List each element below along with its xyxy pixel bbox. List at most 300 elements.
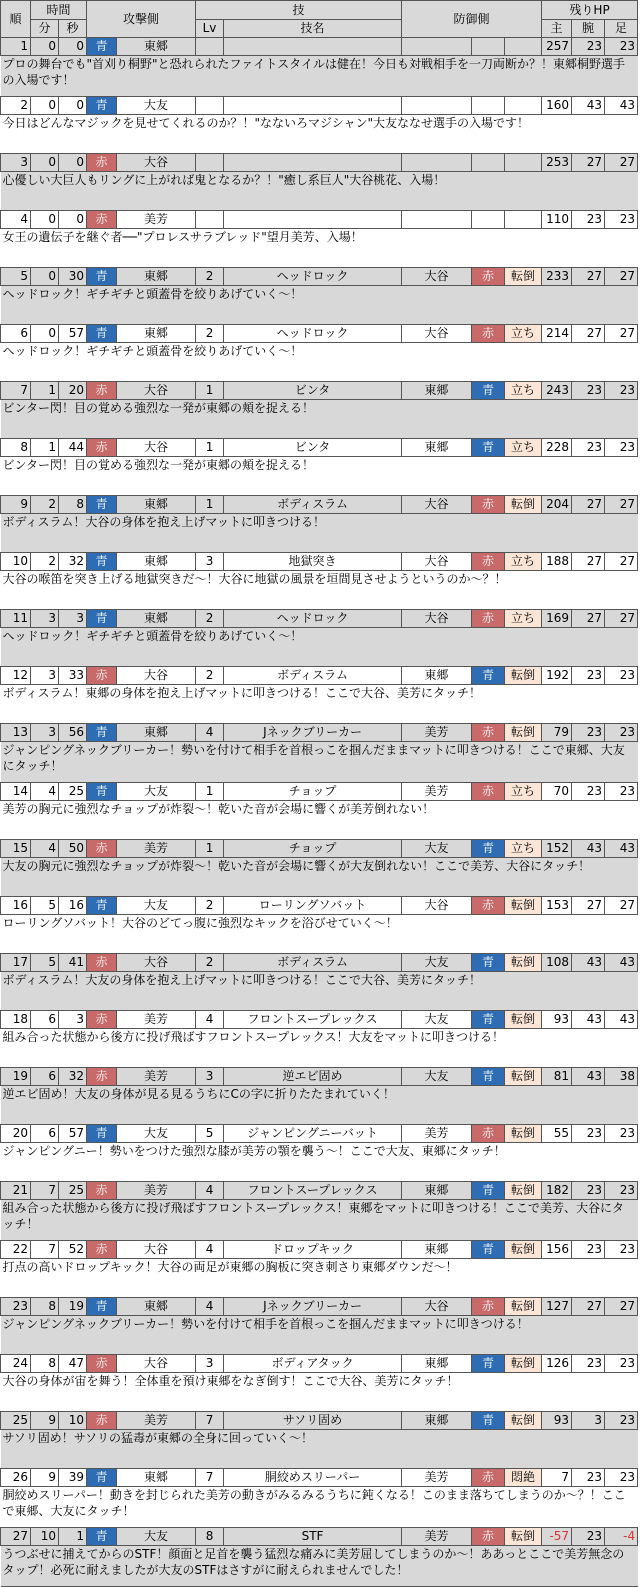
attacker-team-badge: 赤 [87, 1182, 117, 1200]
attacker-name: 大友 [117, 897, 196, 915]
attacker-team-badge: 青 [87, 1298, 117, 1316]
commentary-text: ボディスラム！大友の身体を抱え上げマットに叩きつける！ここで大谷、美芳にタッチ！ [1, 972, 638, 1011]
attacker-name: 美芳 [117, 840, 196, 858]
second-cell: 25 [59, 1182, 87, 1200]
defender-name: 大友 [402, 1068, 472, 1086]
commentary-text: 組み合った状態から後方に投げ飛ばすフロントスープレックス！東郷をマットに叩きつける！ここで美芳、大谷にタッチ！ [1, 1200, 638, 1241]
move-level: 7 [196, 1412, 224, 1430]
minute-cell: 3 [31, 724, 59, 742]
commentary-text: ビンター閃！目の覚める強烈な一発が東郷の頬を捉える！ [1, 457, 638, 496]
attacker-name: 東郷 [117, 553, 196, 571]
commentary-text: 今日はどんなマジックを見せてくれるのか？！"なないろマジシャン"大友ななせ選手の入場です！ [1, 115, 638, 154]
defender-team-badge: 青 [472, 667, 505, 685]
defender-status: 立ち [505, 840, 542, 858]
defender-name: 大谷 [402, 897, 472, 915]
defender-status: 転倒 [505, 1125, 542, 1143]
move-name: フロントスープレックス [224, 1011, 402, 1029]
hp-arm: 27 [572, 610, 605, 628]
order-cell: 24 [1, 1355, 31, 1373]
defender-name: 大谷 [402, 610, 472, 628]
hp-arm: 27 [572, 325, 605, 343]
defender-team-badge: 赤 [472, 610, 505, 628]
hp-leg: 43 [605, 954, 638, 972]
hp-main: 160 [542, 97, 572, 115]
hp-leg: 23 [605, 1182, 638, 1200]
hp-leg: 23 [605, 38, 638, 56]
defender-team-badge: 青 [472, 1182, 505, 1200]
table-row [1, 1011, 638, 1029]
attacker-team-badge: 赤 [87, 1068, 117, 1086]
hp-main: 70 [542, 783, 572, 801]
defender-status [505, 97, 542, 115]
second-cell: 0 [59, 154, 87, 172]
commentary-text: ローリングソバット！大谷のどてっ腹に強烈なキックを浴びせていく～！ [1, 915, 638, 954]
attacker-team-badge: 赤 [87, 439, 117, 457]
defender-status [505, 154, 542, 172]
move-level: 4 [196, 1298, 224, 1316]
hp-main: 81 [542, 1068, 572, 1086]
header-time: 時間 [31, 1, 87, 20]
defender-name: 東郷 [402, 1355, 472, 1373]
hp-leg: 43 [605, 97, 638, 115]
move-level: 4 [196, 1182, 224, 1200]
defender-team-badge [472, 97, 505, 115]
defender-name [402, 154, 472, 172]
move-level [196, 211, 224, 229]
order-cell: 18 [1, 1011, 31, 1029]
comment-row [1, 972, 638, 1011]
attacker-name: 大谷 [117, 382, 196, 400]
comment-row [1, 1430, 638, 1469]
attacker-name: 大谷 [117, 1355, 196, 1373]
comment-row [1, 1029, 638, 1068]
minute-cell: 9 [31, 1412, 59, 1430]
defender-status: 転倒 [505, 1528, 542, 1546]
minute-cell: 7 [31, 1182, 59, 1200]
order-cell: 3 [1, 154, 31, 172]
order-cell: 20 [1, 1125, 31, 1143]
hp-main: 110 [542, 211, 572, 229]
defender-status: 転倒 [505, 1298, 542, 1316]
hp-arm: 23 [572, 1355, 605, 1373]
move-name: ビンタ [224, 382, 402, 400]
order-cell: 1 [1, 38, 31, 56]
move-level: 1 [196, 382, 224, 400]
comment-row [1, 1143, 638, 1182]
header-hp-leg: 足 [605, 20, 638, 38]
hp-main: 192 [542, 667, 572, 685]
hp-leg: 23 [605, 667, 638, 685]
defender-name: 東郷 [402, 382, 472, 400]
move-level: 4 [196, 1011, 224, 1029]
comment-row [1, 571, 638, 610]
hp-arm: 43 [572, 97, 605, 115]
hp-arm: 27 [572, 897, 605, 915]
move-level: 2 [196, 610, 224, 628]
hp-arm: 27 [572, 496, 605, 514]
move-name: ボディスラム [224, 667, 402, 685]
hp-main: 55 [542, 1125, 572, 1143]
table-row [1, 1355, 638, 1373]
defender-name [402, 38, 472, 56]
comment-row [1, 400, 638, 439]
move-name [224, 211, 402, 229]
commentary-text: 逆エビ固め！大友の身体が見る見るうちにCの字に折りたたまれていく！ [1, 1086, 638, 1125]
minute-cell: 3 [31, 667, 59, 685]
move-name: ボディアタック [224, 1355, 402, 1373]
attacker-team-badge: 青 [87, 268, 117, 286]
defender-status: 転倒 [505, 954, 542, 972]
second-cell: 56 [59, 724, 87, 742]
table-row [1, 1469, 638, 1487]
second-cell: 32 [59, 1068, 87, 1086]
comment-row [1, 457, 638, 496]
defender-name: 東郷 [402, 439, 472, 457]
comment-row [1, 1316, 638, 1355]
table-row [1, 268, 638, 286]
minute-cell: 0 [31, 154, 59, 172]
defender-team-badge: 赤 [472, 1469, 505, 1487]
attacker-team-badge: 青 [87, 1528, 117, 1546]
attacker-name: 美芳 [117, 211, 196, 229]
defender-status [505, 211, 542, 229]
second-cell: 3 [59, 610, 87, 628]
minute-cell: 3 [31, 610, 59, 628]
table-row [1, 897, 638, 915]
second-cell: 3 [59, 1011, 87, 1029]
move-level: 4 [196, 724, 224, 742]
table-row [1, 38, 638, 56]
hp-arm: 23 [572, 1182, 605, 1200]
attacker-team-badge: 赤 [87, 667, 117, 685]
hp-main: 182 [542, 1182, 572, 1200]
defender-team-badge: 赤 [472, 268, 505, 286]
defender-name: 大谷 [402, 268, 472, 286]
attacker-name: 東郷 [117, 1469, 196, 1487]
comment-row [1, 229, 638, 268]
defender-team-badge: 赤 [472, 897, 505, 915]
header-hp-main: 主 [542, 20, 572, 38]
hp-arm: 23 [572, 1528, 605, 1546]
minute-cell: 8 [31, 1355, 59, 1373]
hp-arm: 23 [572, 382, 605, 400]
comment-row [1, 915, 638, 954]
attacker-team-badge: 青 [87, 897, 117, 915]
header-level: Lv [196, 20, 224, 38]
hp-leg: 23 [605, 1241, 638, 1259]
hp-main: 93 [542, 1011, 572, 1029]
move-level: 2 [196, 325, 224, 343]
attacker-team-badge: 赤 [87, 1355, 117, 1373]
defender-team-badge: 赤 [472, 1528, 505, 1546]
table-row [1, 325, 638, 343]
hp-main: 169 [542, 610, 572, 628]
table-row [1, 97, 638, 115]
attacker-name: 東郷 [117, 325, 196, 343]
minute-cell: 9 [31, 1469, 59, 1487]
hp-main: 257 [542, 38, 572, 56]
comment-row [1, 172, 638, 211]
hp-main: 127 [542, 1298, 572, 1316]
attacker-name: 東郷 [117, 724, 196, 742]
attacker-name: 大友 [117, 97, 196, 115]
attacker-team-badge: 赤 [87, 382, 117, 400]
order-cell: 21 [1, 1182, 31, 1200]
move-name: サソリ固め [224, 1412, 402, 1430]
attacker-team-badge: 青 [87, 724, 117, 742]
move-name: 胴絞めスリーパー [224, 1469, 402, 1487]
hp-main: 214 [542, 325, 572, 343]
hp-leg: 23 [605, 783, 638, 801]
defender-status: 転倒 [505, 496, 542, 514]
attacker-team-badge: 赤 [87, 211, 117, 229]
comment-row [1, 685, 638, 724]
minute-cell: 4 [31, 783, 59, 801]
second-cell: 52 [59, 1241, 87, 1259]
hp-arm: 23 [572, 1241, 605, 1259]
order-cell: 14 [1, 783, 31, 801]
defender-team-badge [472, 211, 505, 229]
minute-cell: 6 [31, 1125, 59, 1143]
defender-status: 立ち [505, 553, 542, 571]
second-cell: 0 [59, 38, 87, 56]
minute-cell: 1 [31, 382, 59, 400]
order-cell: 19 [1, 1068, 31, 1086]
attacker-name: 東郷 [117, 610, 196, 628]
order-cell: 22 [1, 1241, 31, 1259]
move-level: 5 [196, 1125, 224, 1143]
hp-main: 228 [542, 439, 572, 457]
second-cell: 19 [59, 1298, 87, 1316]
hp-arm: 23 [572, 1125, 605, 1143]
table-row [1, 439, 638, 457]
order-cell: 12 [1, 667, 31, 685]
table-row [1, 1298, 638, 1316]
move-name: 地獄突き [224, 553, 402, 571]
minute-cell: 5 [31, 897, 59, 915]
move-level [196, 154, 224, 172]
commentary-text: 大友の胸元に強烈なチョップが炸裂～！乾いた音が会場に響くが大友倒れない！ここで美芳、大谷にタッチ！ [1, 858, 638, 897]
defender-status [505, 38, 542, 56]
move-level: 2 [196, 667, 224, 685]
commentary-text: 女王の遺伝子を継ぐ者──"プロレスサラブレッド"望月美芳、入場！ [1, 229, 638, 268]
comment-row [1, 1546, 638, 1587]
header-hp: 残りHP [542, 1, 638, 20]
defender-team-badge [472, 154, 505, 172]
order-cell: 16 [1, 897, 31, 915]
defender-status: 転倒 [505, 1355, 542, 1373]
second-cell: 30 [59, 268, 87, 286]
order-cell: 23 [1, 1298, 31, 1316]
attacker-team-badge: 青 [87, 496, 117, 514]
table-row [1, 211, 638, 229]
minute-cell: 6 [31, 1068, 59, 1086]
minute-cell: 4 [31, 840, 59, 858]
hp-main: -57 [542, 1528, 572, 1546]
defender-status: 転倒 [505, 1182, 542, 1200]
defender-name: 東郷 [402, 1182, 472, 1200]
table-header-row-1 [1, 1, 638, 20]
order-cell: 15 [1, 840, 31, 858]
second-cell: 0 [59, 97, 87, 115]
move-name: 逆エビ固め [224, 1068, 402, 1086]
order-cell: 10 [1, 553, 31, 571]
hp-leg: 23 [605, 1125, 638, 1143]
hp-leg: 23 [605, 382, 638, 400]
header-move-name: 技名 [224, 20, 402, 38]
minute-cell: 5 [31, 954, 59, 972]
order-cell: 13 [1, 724, 31, 742]
hp-arm: 23 [572, 38, 605, 56]
move-level [196, 38, 224, 56]
commentary-text: ジャンピングネックブリーカー！勢いを付けて相手を首根っこを掴んだままマットに叩きつける！ [1, 1316, 638, 1355]
move-level: 2 [196, 268, 224, 286]
hp-main: 188 [542, 553, 572, 571]
commentary-text: 美芳の胸元に強烈なチョップが炸裂～！乾いた音が会場に響くが美芳倒れない！ [1, 801, 638, 840]
attacker-team-badge: 青 [87, 325, 117, 343]
move-name [224, 38, 402, 56]
header-hp-arm: 腕 [572, 20, 605, 38]
defender-team-badge: 青 [472, 1068, 505, 1086]
comment-row [1, 858, 638, 897]
commentary-text: ボディスラム！東郷の身体を抱え上げマットに叩きつける！ここで大谷、美芳にタッチ！ [1, 685, 638, 724]
defender-status: 立ち [505, 382, 542, 400]
minute-cell: 10 [31, 1528, 59, 1546]
move-name: Jネックブリーカー [224, 1298, 402, 1316]
defender-team-badge: 赤 [472, 325, 505, 343]
header-move: 技 [196, 1, 402, 20]
commentary-text: 大谷の喉笛を突き上げる地獄突きだ～！大谷に地獄の風景を垣間見させようというのか～？！ [1, 571, 638, 610]
attacker-team-badge: 青 [87, 1125, 117, 1143]
hp-leg: 27 [605, 610, 638, 628]
hp-leg: 27 [605, 154, 638, 172]
attacker-team-badge: 青 [87, 783, 117, 801]
attacker-name: 美芳 [117, 1068, 196, 1086]
minute-cell: 0 [31, 268, 59, 286]
hp-leg: 27 [605, 496, 638, 514]
defender-team-badge: 青 [472, 1011, 505, 1029]
defender-team-badge: 赤 [472, 783, 505, 801]
table-row [1, 610, 638, 628]
comment-row [1, 286, 638, 325]
defender-team-badge: 赤 [472, 1125, 505, 1143]
match-log-body [1, 38, 638, 1587]
header-attacker: 攻撃側 [87, 1, 196, 38]
defender-name: 東郷 [402, 667, 472, 685]
hp-arm: 27 [572, 1298, 605, 1316]
defender-status: 悶絶 [505, 1469, 542, 1487]
move-name: STF [224, 1528, 402, 1546]
defender-name: 美芳 [402, 1528, 472, 1546]
defender-status: 転倒 [505, 897, 542, 915]
attacker-team-badge: 赤 [87, 154, 117, 172]
attacker-name: 東郷 [117, 268, 196, 286]
comment-row [1, 343, 638, 382]
comment-row [1, 56, 638, 97]
defender-status: 立ち [505, 439, 542, 457]
hp-arm: 23 [572, 211, 605, 229]
header-minute: 分 [31, 20, 59, 38]
table-row [1, 553, 638, 571]
second-cell: 41 [59, 954, 87, 972]
defender-team-badge: 赤 [472, 553, 505, 571]
defender-status: 転倒 [505, 667, 542, 685]
defender-team-badge: 青 [472, 840, 505, 858]
hp-leg: -4 [605, 1528, 638, 1546]
move-level: 2 [196, 954, 224, 972]
hp-main: 204 [542, 496, 572, 514]
second-cell: 1 [59, 1528, 87, 1546]
table-row [1, 1125, 638, 1143]
defender-name: 美芳 [402, 1125, 472, 1143]
move-level: 1 [196, 439, 224, 457]
defender-status: 転倒 [505, 1011, 542, 1029]
hp-arm: 23 [572, 783, 605, 801]
table-row [1, 1241, 638, 1259]
defender-name: 大谷 [402, 1298, 472, 1316]
attacker-team-badge: 赤 [87, 954, 117, 972]
hp-arm: 23 [572, 439, 605, 457]
move-level: 3 [196, 1068, 224, 1086]
move-level [196, 97, 224, 115]
attacker-name: 美芳 [117, 1412, 196, 1430]
attacker-name: 東郷 [117, 496, 196, 514]
hp-main: 233 [542, 268, 572, 286]
order-cell: 6 [1, 325, 31, 343]
table-row [1, 1528, 638, 1546]
hp-leg: 43 [605, 1011, 638, 1029]
order-cell: 5 [1, 268, 31, 286]
attacker-name: 美芳 [117, 1182, 196, 1200]
hp-main: 108 [542, 954, 572, 972]
second-cell: 57 [59, 325, 87, 343]
second-cell: 25 [59, 783, 87, 801]
comment-row [1, 514, 638, 553]
defender-team-badge: 青 [472, 1241, 505, 1259]
commentary-text: ジャンピングネックブリーカー！勢いを付けて相手を首根っこを掴んだままマットに叩きつける！ここで東郷、大友にタッチ！ [1, 742, 638, 783]
hp-main: 253 [542, 154, 572, 172]
header-defender: 防御側 [402, 1, 542, 38]
hp-leg: 27 [605, 268, 638, 286]
defender-name: 大友 [402, 954, 472, 972]
second-cell: 50 [59, 840, 87, 858]
commentary-text: 組み合った状態から後方に投げ飛ばすフロントスープレックス！大友をマットに叩きつける！ [1, 1029, 638, 1068]
defender-name: 東郷 [402, 1241, 472, 1259]
defender-name: 東郷 [402, 1412, 472, 1430]
defender-status: 立ち [505, 325, 542, 343]
move-name: ドロップキック [224, 1241, 402, 1259]
hp-main: 153 [542, 897, 572, 915]
comment-row [1, 1259, 638, 1298]
defender-team-badge [472, 38, 505, 56]
hp-arm: 23 [572, 724, 605, 742]
minute-cell: 0 [31, 38, 59, 56]
second-cell: 47 [59, 1355, 87, 1373]
defender-team-badge: 赤 [472, 1298, 505, 1316]
attacker-name: 大谷 [117, 439, 196, 457]
hp-arm: 43 [572, 1011, 605, 1029]
move-level: 3 [196, 553, 224, 571]
comment-row [1, 1487, 638, 1528]
hp-leg: 27 [605, 325, 638, 343]
order-cell: 11 [1, 610, 31, 628]
hp-leg: 27 [605, 553, 638, 571]
commentary-text: ヘッドロック！ギチギチと頭蓋骨を絞りあげていく～！ [1, 286, 638, 325]
defender-name: 美芳 [402, 1469, 472, 1487]
minute-cell: 7 [31, 1241, 59, 1259]
defender-name: 大谷 [402, 325, 472, 343]
order-cell: 17 [1, 954, 31, 972]
